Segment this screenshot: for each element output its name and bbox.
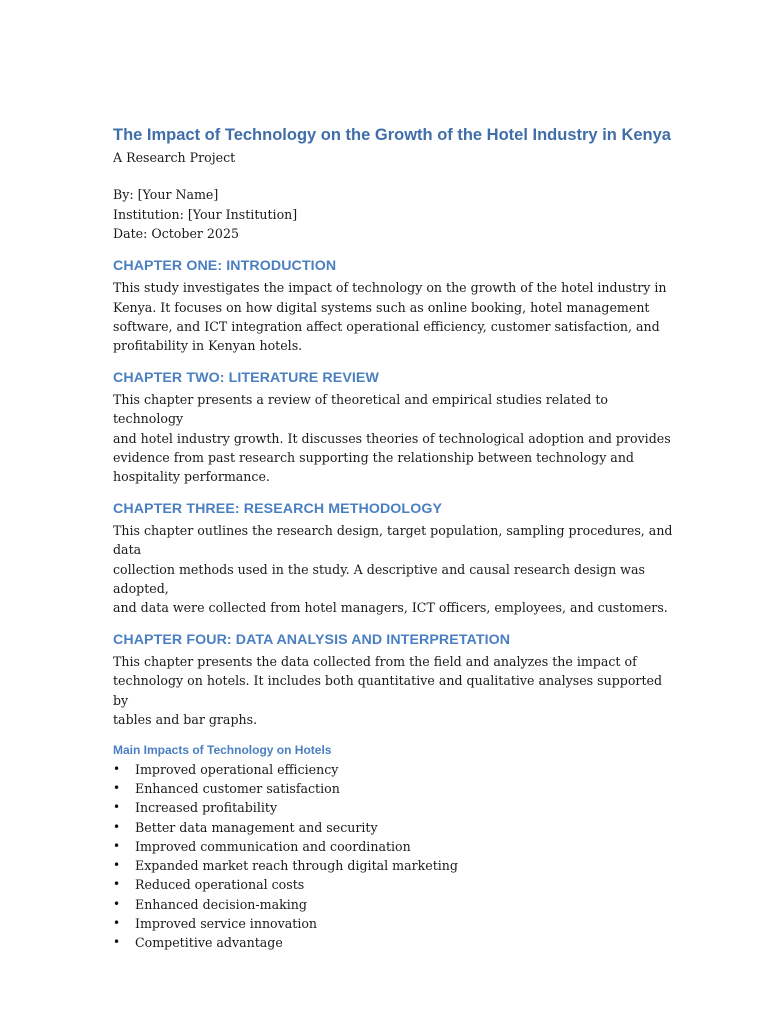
paragraph-line: collection methods used in the study. A descriptive and causal research design was adopted,: [113, 561, 645, 596]
chapter-three: [113, 499, 673, 617]
chapter-paragraph: [113, 390, 673, 486]
bullet-icon: •: [113, 896, 121, 911]
list-item-text: Expanded market reach through digital marketing: [135, 858, 458, 874]
list-item: [113, 856, 673, 875]
chapter-heading: CHAPTER THREE: RESEARCH METHODOLOGY: [113, 501, 443, 518]
list-item-text: Improved communication and coordination: [135, 838, 411, 854]
list-item-text: Competitive advantage: [135, 934, 283, 950]
paragraph-line: technology on hotels. It includes both quantitative and qualitative analyses supported by: [113, 673, 663, 708]
bullet-icon: •: [113, 819, 121, 834]
list-item-text: Better data management and security: [135, 819, 378, 835]
bullet-icon: •: [113, 781, 121, 796]
bullet-icon: •: [113, 934, 121, 949]
bullet-icon: •: [113, 858, 121, 873]
bullet-icon: •: [113, 915, 121, 930]
list-item-text: Increased profitability: [135, 800, 278, 816]
paragraph-line: Kenya. It focuses on how digital systems such as online booking, hotel management: [113, 299, 650, 315]
paragraph-line: This chapter presents the data collected from the field and analyzes the impact of: [113, 654, 637, 670]
chapter-paragraph: [113, 278, 673, 355]
date-line: Date: October 2025: [113, 226, 239, 242]
chapter-two: [113, 368, 673, 486]
document-subtitle: A Research Project: [113, 150, 236, 165]
chapter-four: [113, 630, 673, 729]
list-item-text: Improved service innovation: [135, 915, 318, 931]
chapter-paragraph: [113, 652, 673, 729]
list-item-text: Enhanced decision-making: [135, 896, 307, 912]
chapter-one: [113, 256, 673, 355]
paragraph-line: This chapter presents a review of theoretical and empirical studies related to technology: [113, 392, 609, 427]
list-item: [113, 760, 673, 779]
list-item: [113, 798, 673, 817]
paragraph-line: tables and bar graphs.: [113, 711, 258, 727]
chapter-heading: CHAPTER FOUR: DATA ANALYSIS AND INTERPRETATION: [113, 632, 511, 649]
paragraph-line: This study investigates the impact of technology on the growth of the hotel industry in: [113, 280, 667, 296]
list-item: [113, 914, 673, 933]
impacts-heading: Main Impacts of Technology on Hotels: [113, 743, 332, 758]
list-item: [113, 895, 673, 914]
list-item: [113, 933, 673, 952]
bullet-icon: •: [113, 838, 121, 853]
bullet-icon: •: [113, 762, 121, 777]
document-page: [113, 124, 673, 952]
list-item-text: Reduced operational costs: [135, 877, 305, 893]
paragraph-line: evidence from past research supporting the relationship between technology and: [113, 449, 634, 465]
list-item-text: Enhanced customer satisfaction: [135, 781, 340, 797]
bullet-icon: •: [113, 800, 121, 815]
paragraph-line: hospitality performance.: [113, 469, 270, 485]
paragraph-line: and data were collected from hotel managers, ICT officers, employees, and customers.: [113, 600, 668, 616]
paragraph-line: and hotel industry growth. It discusses theories of technological adoption and provides: [113, 430, 671, 446]
author-line: By: [Your Name]: [113, 187, 219, 203]
bullet-icon: •: [113, 877, 121, 892]
list-item: [113, 779, 673, 798]
document-meta: [113, 185, 673, 243]
institution-line: Institution: [Your Institution]: [113, 206, 298, 222]
paragraph-line: software, and ICT integration affect operational efficiency, customer satisfaction, and: [113, 318, 660, 334]
chapter-heading: CHAPTER TWO: LITERATURE REVIEW: [113, 370, 379, 387]
list-item: [113, 837, 673, 856]
paragraph-line: This chapter outlines the research design, target population, sampling procedures, and data: [113, 523, 673, 558]
chapter-paragraph: [113, 521, 673, 617]
chapter-heading: CHAPTER ONE: INTRODUCTION: [113, 258, 337, 275]
impacts-list: [113, 760, 673, 952]
list-item-text: Improved operational efficiency: [135, 762, 339, 778]
list-item: [113, 875, 673, 894]
paragraph-line: profitability in Kenyan hotels.: [113, 338, 303, 354]
list-item: [113, 818, 673, 837]
document-title: The Impact of Technology on the Growth of the Hotel Industry in Kenya: [113, 126, 671, 144]
